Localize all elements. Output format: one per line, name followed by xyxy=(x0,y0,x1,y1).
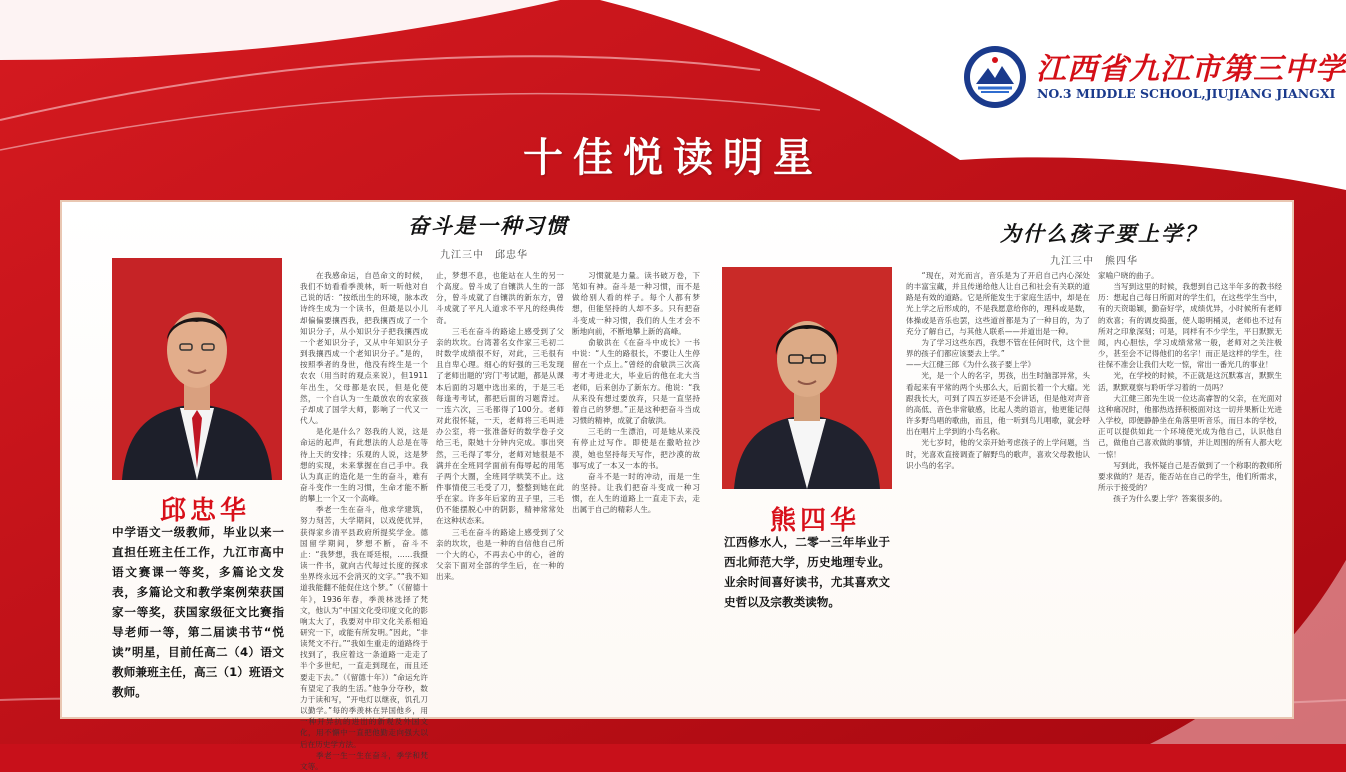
right-article-column-2: 家喻户晓的曲子。 当写到这里的时候，我想到自己这半年多的教书经历：想起自己每日所面对的学生们，在这些学生当中，有的天资聪颖，勤奋好学，成绩优异，小时候所有老师的欢喜；有的调皮捣蛋，使人聪明桶灵，老师也不过有所对之印象深刻；可是，同样有不少学生，平日默默无闻，内心胆怯，学习成绩常常一般，老师对之关注极少，甚至会不记得他们的名字！而正是这样的学生，往往保不准会让我们大吃一惊，常出一番光几的事业！ 光，在学校的时候，不正就是这沉默寡言，默默生活，默默观察与聆听学习着的一员吗？ 大江健三郎先生说一位达高睿智的父亲，在光面对这种痛况时，他都热选择积极面对这一切并果断让光进入学校，即便静静坐在角落里听音乐，而日本的学校，正可以提供如此一个环境使光成为他自己，认识他自己，做他自己喜欢做的事情，并让周围的所有人都大吃一惊！ 写到此，我怀疑自己是否做到了一个称职的教师所要求做的？是否，能否站在自己的学生，他们所需求，所示于接受的？ 孩子为什么要上学？答案很多的。 xyxy=(1098,271,1282,504)
left-author-line: 九江三中 邱忠华 xyxy=(440,250,528,261)
left-portrait-photo xyxy=(112,258,282,480)
right-article-column-1: “现在，对光而言，音乐是为了开启自己内心深处的丰富宝藏，并且传递给他人让自己和社会有关联的道路是有效的道路。它是所能发生于家庭生活中，却是在光上学之后形成的，不是我愿意给你的，理科或是数，体操或是音乐也罢，这些道首都是为了一种目的，为了充分了解自己，与其他人联系——并道出是一种。 为了学习这些东西，我想不管在任何时代，这个世界的孩子们都应该要去上学。” ——大江健三郎《为什么孩子要上学》 光，是一个人的名字，男孩，出生时脑部异常，头看起来有平常的两个头那么大，后面长着一个大瘤。光跟我长大，可到了四五岁还是不会讲话，但是他对声音的高低、音色非常敏感，比起人类的语言，他更能记得许多野鸟唱的歌曲，而且，他一听到鸟儿唱歌，就会呼出在唱片上学到的小鸟名称。 光七岁时，他的父亲开始考虑孩子的上学问题，当时，光喜欢直接调查了解野鸟的歌声，喜欢父母教他认识小鸟的名字。 xyxy=(906,271,1090,470)
left-person-bio: 中学语文一级教师，毕业以来一直担任班主任工作，九江市高中语文赛课一等奖，多篇论文发表，多篇论文和教学案例荣获国家一等奖，获国家级征文比赛指导老师一等，第二届读书节“悦读”明星，目前任高二（4）语文教师兼班主任，高三（1）班语文教师。 xyxy=(112,525,284,699)
left-article-column-3: 习惯就是力量。读书破万卷，下笔如有神。奋斗是一种习惯，而不是做给别人看的样子。每个人都有梦想，但能坚持的人却不多。只有把奋斗变成一种习惯，我们的人生才会不断地向前，不断地攀上新的高峰。 俞敏洪在《在奋斗中成长》一书中说：“人生的路很长，不要让人生停留在一个点上。”曾经的俞敏洪三次高考才考进北大，毕业后的他在北大当老师，后来创办了新东方。他说：“我从来没有想过要放弃，只是一直坚持着自己的梦想。”正是这种把奋斗当成习惯的精神，成就了俞敏洪。 三毛的一生漂泊，可是她从来没有停止过写作。即使是在撒哈拉沙漠，她也坚持每天写作，把沙漠的故事写成了一本又一本的书。 奋斗不是一时的冲动，而是一生的坚持。让我们把奋斗变成一种习惯，在人生的道路上一直走下去，走出属于自己的精彩人生。 xyxy=(572,271,700,515)
right-author-line: 九江三中 熊四华 xyxy=(1050,256,1138,267)
school-header xyxy=(962,42,1346,112)
right-article-title: 为什么孩子要上学？ xyxy=(1000,221,1207,246)
poster-title: 十佳悦读明星 xyxy=(523,134,823,181)
left-article-column-2: 止，梦想不息，也能站在人生的另一个高度。曾斗成了自镶洪人生的一部分，曾斗成就了自镶洪的新东方，曾斗成就了平凡人道求不平凡的经典传奇。 三毛在奋斗的路途上感受到了父亲的坎坎。台湾著名女作家三毛初二时数学成绩很不好，对此，三毛很有且自卑心理。细心的好强的三毛发现了老师出题的'窍门'考试题，都是从课本后面的习题中选出来的，于是三毛每逢考考试，都把后面的习题背过。一连六次，三毛都得了100分。老师对此很怀疑，一天，老师将三毛叫进办公室，将一张准备好的数学卷子交给三毛，限她十分钟内完成。事出突然，三毛得了零分，老师对她很是不满并在全班同学面前有侮辱起的用笔子两个大圈，全班同学哄笑不止。这件事情使三毛受了刀，整整到她在此乎在家。许多年后家的丑子里，三毛仍不能摆脱心中的阴影，精神常常处在这种状态来。 三毛在奋斗的路途上感受到了父亲的坎坎，也是一种的自信他自己所一个大的心，不再去心中的心，爸的父亲下面对全部的学生后，在一种的出来。 xyxy=(436,271,564,582)
school-logo-icon xyxy=(962,44,1028,110)
school-name-cn: 江西省九江市第三中学 xyxy=(1036,52,1346,87)
left-article-column-1: 在我感命运，自邑命文的时候，我们不妨看看季羡林，听一听他对自己说的话：“按纸出生的环境，脉本改诗终生成为一个读书，但最是以小儿却偏偏要攘西我，把我攘西成了一个知识分子，从小知识分子把我攘西成一个老知识分子，又从中年知识分子到我攘西成一个老知识分子。”是的，按照季者的身世，他没有终生是一个农农（用当时的观点来说），但1911年出生，父母都是农民，但是化使然，一个自认为一生最放农的农家孩子却成了国学大师，影响了一代又一代人。 是化是什么？怒我的人说，这是命运的起声，有此想法的人总是在等待上天的安排；乐观的人说，这是梦想的实现，未来掌握在自己手中。我认为真正的造化是一生的奋斗，难有奋斗变作一生的习惯，生命才能不断的攀上一个又一个高峰。 季老一生在奋斗，他求学建筑，努力刻苦，大学期间，以戏使优异，获得家乡清平县政府所提奖学金。德国留学期间，梦想不断，奋斗不止：“我梦想，我在哥廷根，……我摄读一件书，就向古代每过长度的探求坐界终永远不会消灭的文字。”“我不知道我能翻不能促住这个梦。”（《留德十年》，1936年春，季羡林选择了梵文，他认为“中国文化受印度文化的影响太大了，我要对中印文化关系相追研究一下，或能有所发明。”因此，“非读梵文不行。”“我如生重走的道路终于找到了，我应着这一条道路一走走了半个多世纪，一直走到现在，而且还要走下去。”（《留德十年》）“命运允许有望定了我的生活。”他争分夺秒，数力于读和写，“开电灯以继夜，饥孔刀以勤学。”每的季羡林在异国他乡，用一种开异抗的进出的新观及外国文化，用不懈中一直把他勤走向强大以后在历史学方法。 季老一生一生在奋斗，季学和梵文等。 xyxy=(300,271,428,771)
right-person-bio: 江西修水人，二零一三年毕业于西北师范大学，历史地理专业。业余时间喜好读书，尤其喜欢文史哲以及宗教类读物。 xyxy=(724,535,890,609)
left-person-name: 邱忠华 xyxy=(160,496,251,526)
right-portrait-photo xyxy=(722,267,892,489)
school-name-en: NO.3 MIDDLE SCHOOL,JIUJIANG JIANGXI xyxy=(1037,86,1336,101)
left-article-title: 奋斗是一种习惯 xyxy=(408,213,569,238)
right-person-name: 熊四华 xyxy=(770,506,861,536)
